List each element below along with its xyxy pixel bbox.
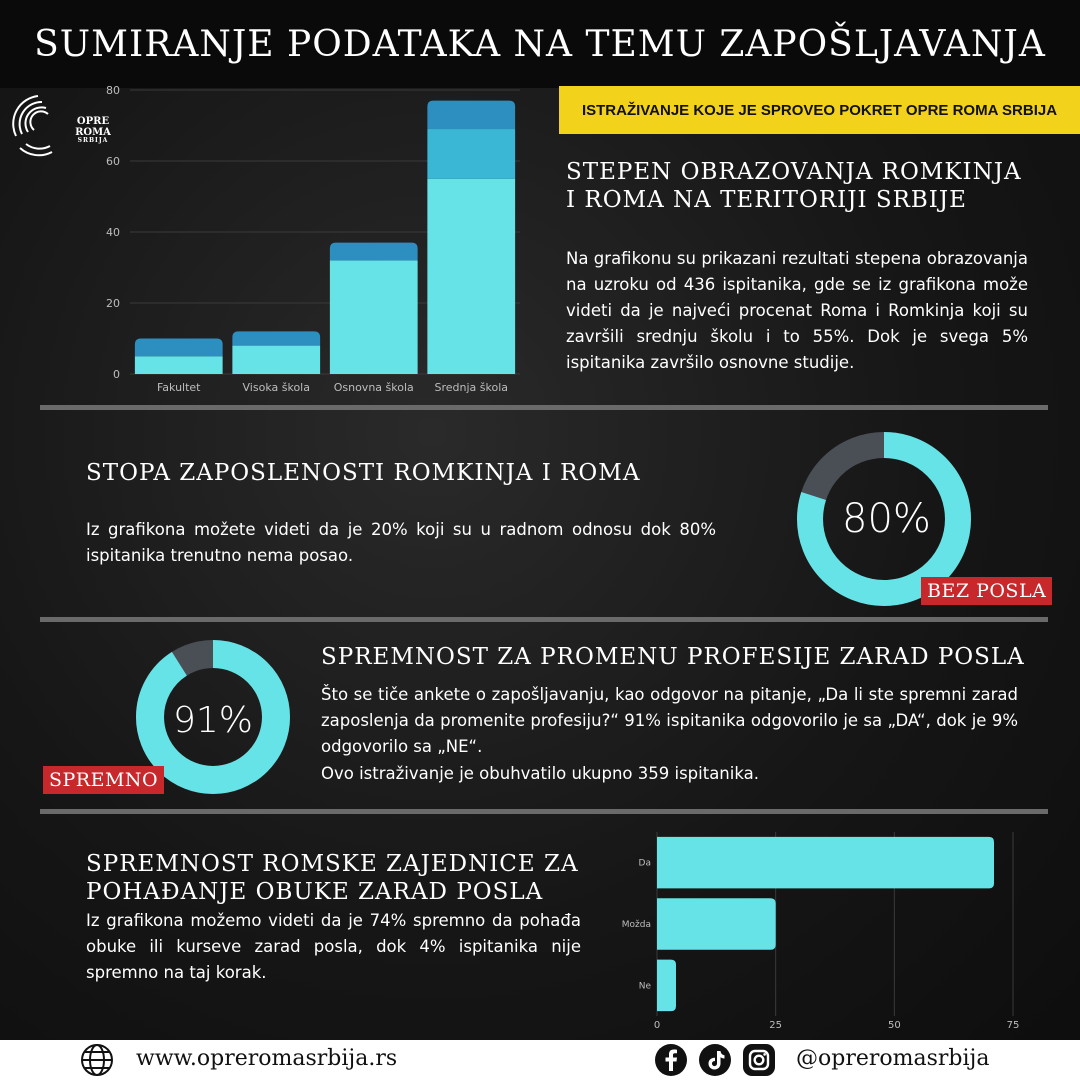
globe-icon [80,1043,114,1077]
y-tick-label: 40 [106,226,120,239]
bar [657,898,776,950]
website-link[interactable]: www.opreromasrbija.rs [136,1046,398,1071]
y-tick-label: 80 [106,84,120,97]
x-tick-label: 0 [653,1020,661,1031]
y-tick-label: 20 [106,297,120,310]
section3-text-total: Ovo istraživanje je obuhvatilo ukupno 359 ispitanika. [321,764,759,783]
y-tick-label: 0 [113,368,120,381]
footer [0,1040,1080,1080]
divider [40,809,1048,814]
x-tick-label: Fakultet [156,381,201,394]
section4-text: Iz grafikona možemo videti da je 74% spremno da pohađa obuke ili kurseve zarad posla, dok 4% ispitanika nije spremno na taj korak. [86,911,581,982]
section3-heading: SPREMNOST ZA PROMENU PROFESIJE ZARAD POSLA [321,644,1025,670]
unemployed-tag: BEZ POSLA [921,577,1052,605]
y-tick-label: Da [638,858,651,869]
x-tick-label: Srednja škola [434,381,509,394]
section1-text: Na grafikonu su prikazani rezultati stepena obrazovanja na uzroku od 436 ispitanika, gde se iz grafikona može videti da je najveći procenat Roma i Romkinja koji su završili srednju školu i to 55%. Dok je svega 5% ispitanika završilo osnovne studije. [566,249,1028,372]
bar [135,339,223,357]
section1-heading: STEPEN OBRAZOVANJA ROMKINJA I ROMA NA TERITORIJI SRBIJE [566,159,1022,213]
y-tick-label: Možda [621,920,651,930]
x-tick-label: 25 [769,1020,783,1031]
bar [427,129,515,179]
header-bar [0,0,1080,88]
bar [330,260,418,374]
x-tick-label: 50 [887,1020,901,1031]
x-tick-label: Osnovna škola [333,381,414,394]
bar [330,243,418,261]
y-tick-label: Ne [638,981,651,992]
y-tick-label: 60 [106,155,120,168]
bar [232,346,320,374]
tiktok-icon[interactable] [698,1043,732,1077]
bar [657,960,676,1012]
willing-tag: SPREMNO [43,766,164,794]
education-bar-chart [100,80,530,400]
social-handle[interactable]: @opreromasrbija [796,1046,990,1071]
unemployment-percentage: 80% [842,496,931,542]
profession-change-percentage: 91% [173,700,254,741]
instagram-icon[interactable] [742,1043,776,1077]
divider [40,405,1048,410]
survey-banner: ISTRAŽIVANJE KOJE JE SPROVEO POKRET OPRE ROMA SRBIJA [559,86,1080,134]
x-tick-label: 75 [1006,1020,1020,1031]
section3-text: Što se tiče ankete o zapošljavanju, kao odgovor na pitanje, „Da li ste spremni zarad zaposlenja da promenite profesiju?“ 91% ispitanika odgovorilo je sa „DA“, dok je 9% odgovorilo sa „NE“. [321,685,1018,756]
divider [40,617,1048,622]
facebook-icon[interactable] [654,1043,688,1077]
page-title: SUMIRANJE PODATAKA NA TEMU ZAPOŠLJAVANJA [34,23,1046,65]
training-readiness-bar-chart [610,826,1050,1036]
section4-heading: SPREMNOST ROMSKE ZAJEDNICE ZA POHAĐANJE OBUKE ZARAD POSLA [86,851,579,905]
section2-text: Iz grafikona možete videti da je 20% koji su u radnom odnosu dok 80% ispitanika trenutno nema posao. [86,520,716,565]
bar [427,179,515,374]
bar [232,331,320,345]
x-tick-label: Visoka škola [242,381,310,394]
bar [657,837,994,889]
section2-heading: STOPA ZAPOSLENOSTI ROMKINJA I ROMA [86,460,641,486]
bar [135,356,223,374]
bar [427,101,515,129]
logo-text: OPRE ROMA SRBIJA [75,116,111,144]
